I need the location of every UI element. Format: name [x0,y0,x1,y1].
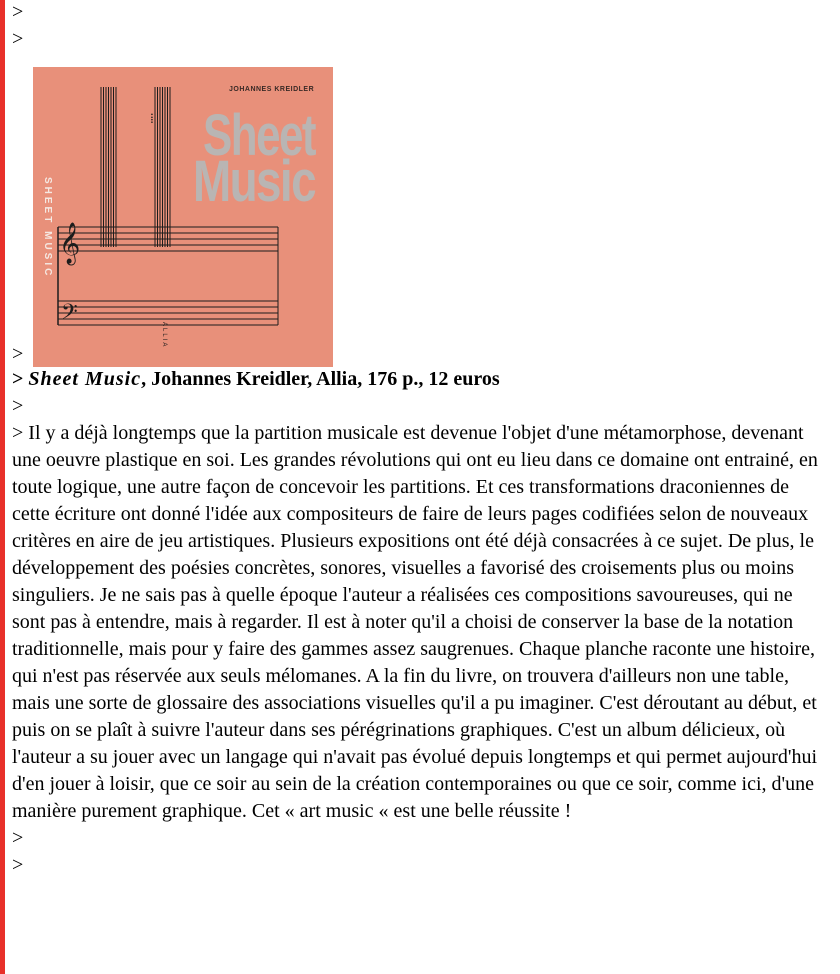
review-paragraph: > Il y a déjà longtemps que la partition musicale est devenue l'objet d'une métamorphose, devenant une oeuvre plastique en soi. Les grandes révolutions qui ont eu lieu dans ce domaine ont entrainé, en toute logique, une autre façon de concevoir les partitions. Et ces transformations draconiennes de cette écriture ont donné l'idée aux compositeurs de faire de leurs pages codifiées selon de nouveaux critères en aire de jeu artistiques. Plusieurs expositions ont été déjà consacrées à ce sujet. De plus, le développement des poésies concrètes, sonores, visuelles a favorisé des croisements plus ou moins singuliers. Je ne sais pas à quelle époque l'auteur a réalisées ces compositions savoureuses, qui ne sont pas à entendre, mais à regarder. Il est à noter qu'il a choisi de conserver la base de la notation traditionnelle, mais pour y faire des gammes assez saugrenues. Chaque planche raconte une histoire, qui n'est pas réservée aux seuls mélomanes. A la fin du livre, on trouvera d'ailleurs non une table, mais une sorte de glossaire des associations visuelles qu'il a pu imaginer. C'est déroutant au début, et puis on se plaît à suivre l'auteur dans ses pérégrinations graphiques. C'est un album délicieux, où l'auteur a su jouer avec un langage qui n'avait pas évolué depuis longtemps et qui permet aujourd'hui d'en jouer à loisir, que ce soir au sein de la création contemporaines ou que ce soir, comme ici, d'une manière purement graphique. Cet « art music « est une belle réussite ! [12,422,818,822]
bass-clef-icon: 𝄢 [61,300,78,330]
vertical-staff-left [101,87,116,247]
book-details: , Johannes Kreidler, Allia, 176 p., 12 euros [141,368,500,390]
small-flag-icon: ⁞ [150,111,154,127]
cover-spine-text: SHEET MUSIC [42,177,53,279]
quote-marker: > [12,827,24,849]
treble-clef-icon: 𝄞 [59,223,81,264]
quote-bar [0,0,5,974]
book-title: Sheet Music [28,368,142,390]
cover-title-line1: Sheet [203,103,317,168]
cover-row [12,53,832,366]
book-cover-image [33,67,333,367]
vertical-staff-right [155,87,170,247]
quote-marker: > [12,28,24,50]
book-citation [12,366,832,393]
cover-title-line2: Music [193,149,316,214]
quote-marker: > [12,1,24,23]
quote-marker: > [12,854,24,876]
quote-marker: > [12,395,24,417]
email-quoted-content [12,0,832,879]
cover-publisher-mark: ALLIA [161,322,167,349]
quote-marker: > [12,343,24,365]
cover-author: JOHANNES KREIDLER [229,86,315,93]
quote-marker: > [12,368,24,390]
